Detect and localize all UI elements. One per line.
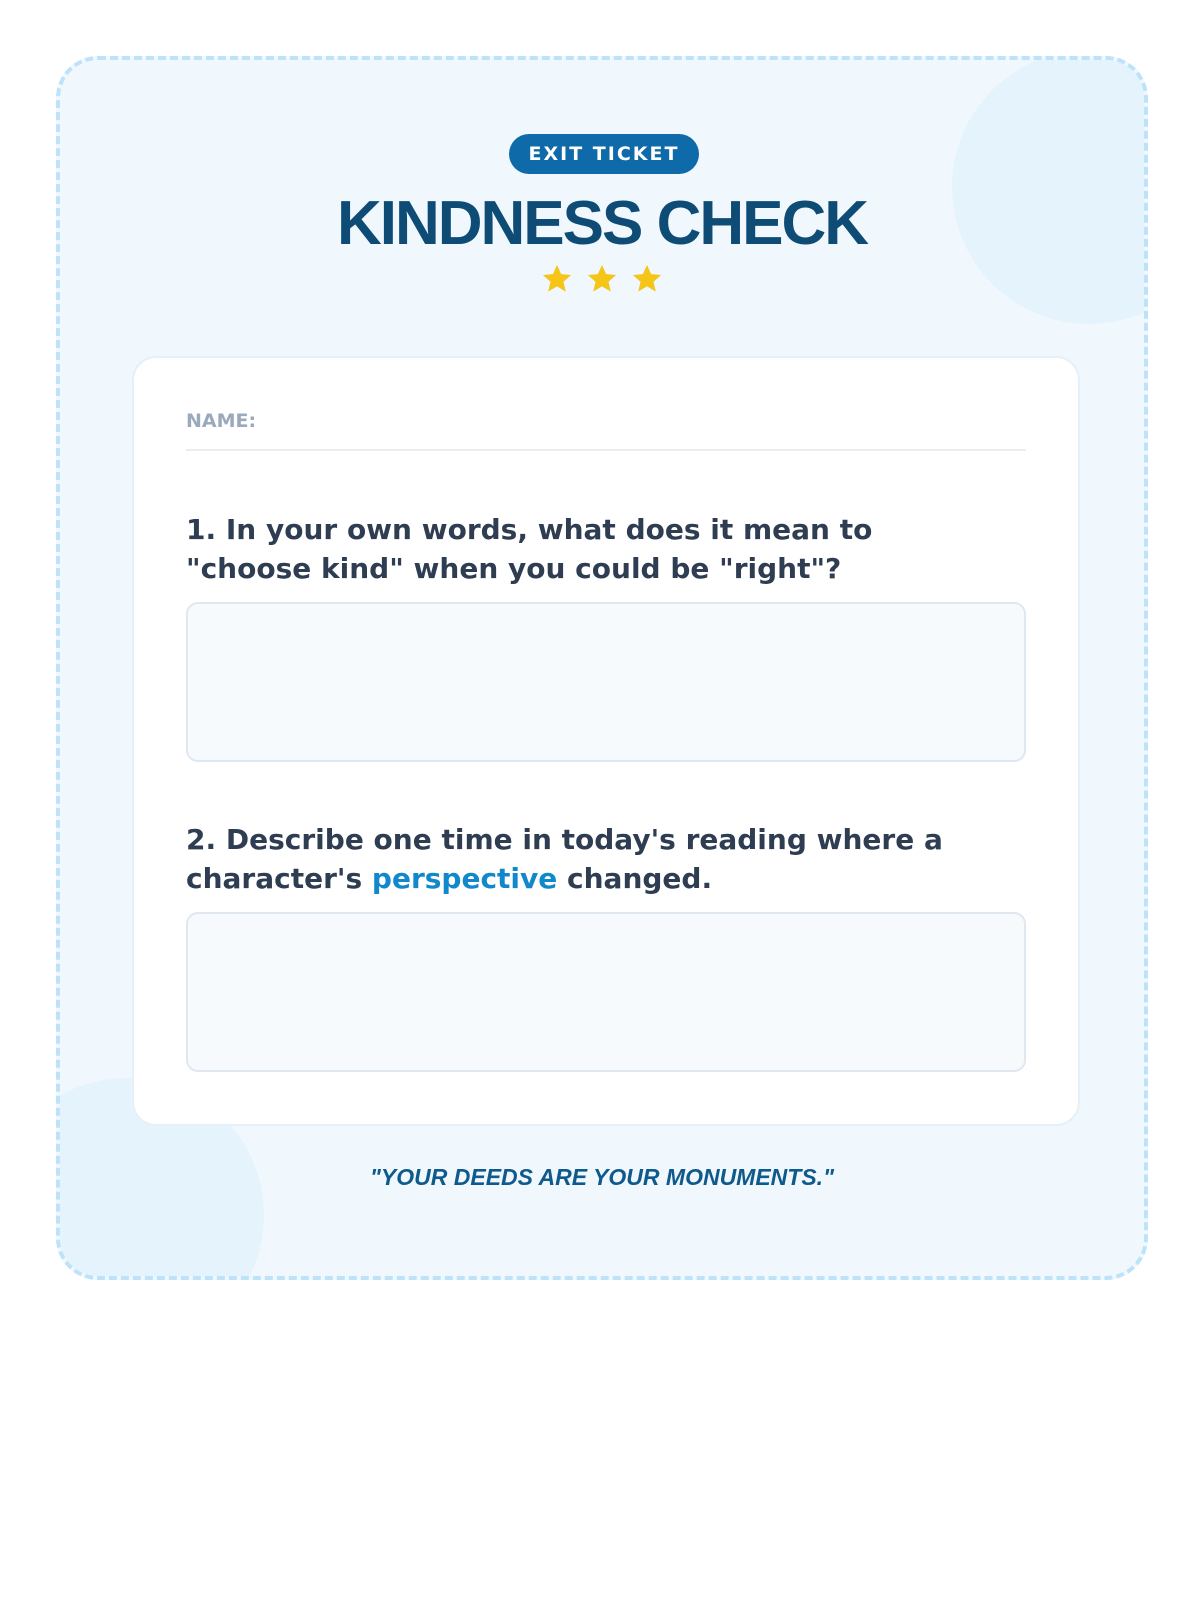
page-title: KINDNESS CHECK xyxy=(336,189,868,258)
question-2-text: 2. Describe one time in today's reading where a character's xyxy=(186,823,943,895)
name-field[interactable] xyxy=(186,449,1026,451)
star-rating xyxy=(60,262,1144,300)
exit-ticket-card xyxy=(56,56,1148,1280)
question-2-text-end: changed. xyxy=(557,862,713,895)
question-2 xyxy=(186,820,976,898)
answer-box-1[interactable] xyxy=(186,602,1026,762)
star-icon xyxy=(585,262,619,296)
exit-ticket-badge: EXIT TICKET xyxy=(509,134,699,174)
question-card xyxy=(132,356,1080,1126)
question-1: 1. In your own words, what does it mean to "choose kind" when you could be "right"? xyxy=(186,513,873,585)
name-label: NAME: xyxy=(186,410,257,432)
star-icon xyxy=(630,262,664,296)
footer-quote: "YOUR DEEDS ARE YOUR MONUMENTS." xyxy=(370,1164,834,1190)
highlighted-term: perspective xyxy=(371,862,558,895)
star-icon xyxy=(540,262,574,296)
answer-box-2[interactable] xyxy=(186,912,1026,1072)
